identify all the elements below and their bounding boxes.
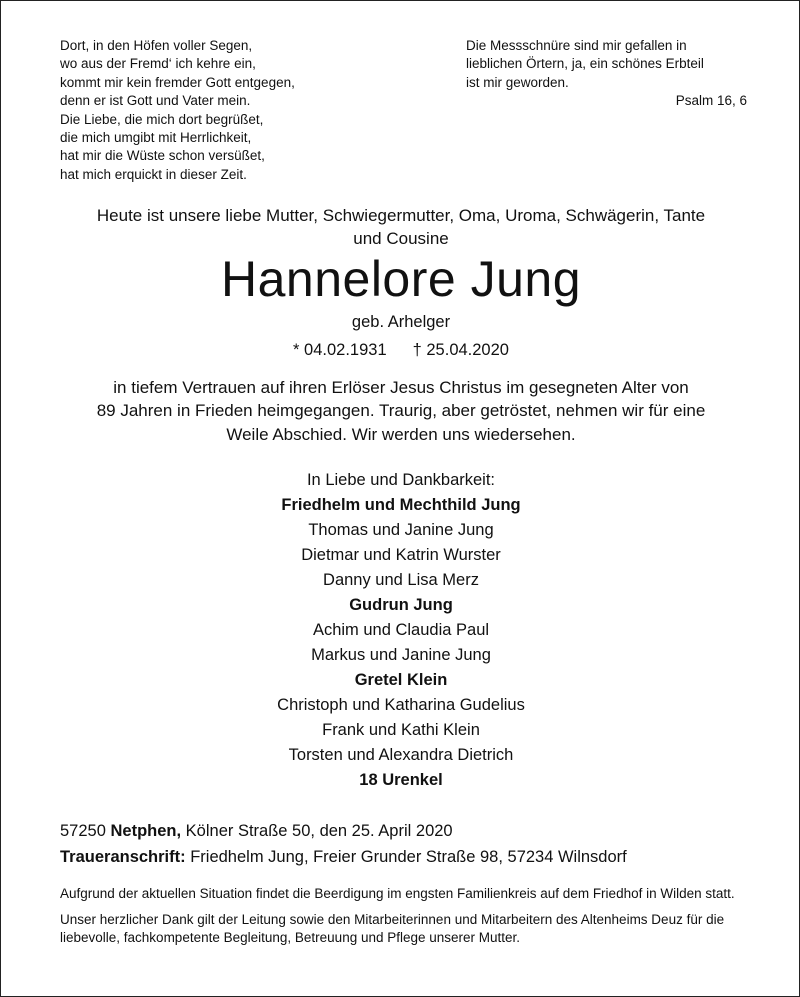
mourner-entry: Friedhelm und Mechthild Jung	[281, 496, 521, 514]
mourner-entry: Gretel Klein	[354, 671, 448, 689]
mourner-entry: Frank und Kathi Klein	[322, 721, 480, 739]
mourners-heading: In Liebe und Dankbarkeit:	[306, 471, 496, 489]
birth-date: * 04.02.1931	[293, 341, 387, 359]
message-text	[1, 376, 800, 446]
poem-line: kommt mir kein fremder Gott entgegen,	[60, 74, 295, 90]
mourning-address-label: Traueranschrift:	[60, 848, 186, 866]
poem-line: die mich umgibt mit Herrlichkeit,	[60, 130, 252, 146]
psalm-line: lieblichen Örtern, ja, ein schönes Erbteil	[466, 56, 704, 72]
residence-line	[60, 818, 627, 844]
mourner-entry: Markus und Janine Jung	[311, 646, 491, 664]
poem-line: Die Liebe, die mich dort begrüßet,	[60, 111, 264, 127]
mourner-entry: 18 Urenkel	[359, 771, 443, 789]
mourner-entries	[1, 493, 800, 793]
mourners-list	[1, 468, 800, 793]
mourner-entry: Christoph und Katharina Gudelius	[277, 696, 525, 714]
address-block	[60, 818, 627, 870]
thanks-note: Unser herzlicher Dank gilt der Leitung sowie den Mitarbeiterinnen und Mitarbeitern des Altenheims Deuz für die liebevolle, fachkompetente Begleitung, Betreuung und Pflege unserer Mutter.	[60, 912, 725, 945]
poem-line: hat mir die Wüste schon versüßet,	[60, 148, 265, 164]
residence-detail: Kölner Straße 50, den 25. April 2020	[185, 822, 453, 840]
postcode: 57250	[60, 822, 106, 840]
message-line: 89 Jahren in Frieden heimgegangen. Traurig, aber getröstet, nehmen wir für eine	[96, 401, 706, 421]
town: Netphen,	[110, 822, 182, 840]
mourner-entry: Danny und Lisa Merz	[323, 571, 479, 589]
mourner-entry: Gudrun Jung	[349, 596, 453, 614]
mourner-entry: Thomas und Janine Jung	[308, 521, 494, 539]
poem-line: hat mich erquickt in dieser Zeit.	[60, 166, 247, 182]
mourning-address: Friedhelm Jung, Freier Grunder Straße 98, 57234 Wilnsdorf	[190, 848, 627, 866]
notes	[60, 885, 750, 955]
funeral-note: Aufgrund der aktuellen Situation findet die Beerdigung im engsten Familienkreis auf dem Friedhof in Wilden statt.	[60, 886, 735, 901]
intro-text	[1, 204, 800, 250]
intro-line: Heute ist unsere liebe Mutter, Schwiegermutter, Oma, Uroma, Schwägerin, Tante	[96, 206, 706, 225]
birth-name: geb. Arhelger	[351, 313, 451, 331]
poem-line: Dort, in den Höfen voller Segen,	[60, 38, 253, 53]
message-line: in tiefem Vertrauen auf ihren Erlöser Jesus Christus im gesegneten Alter von	[113, 378, 689, 397]
mourning-address-line	[60, 844, 627, 870]
death-date: † 25.04.2020	[412, 341, 509, 359]
mourner-entry: Achim und Claudia Paul	[312, 621, 490, 639]
psalm-quote	[466, 37, 747, 111]
deceased-name: Hannelore Jung	[220, 251, 582, 307]
psalm-line: ist mir geworden.	[466, 74, 569, 90]
intro-line: und Cousine	[353, 229, 449, 248]
life-dates	[1, 340, 800, 360]
mourner-entry: Torsten und Alexandra Dietrich	[288, 746, 514, 764]
poem	[60, 37, 295, 184]
poem-line: wo aus der Fremd‘ ich kehre ein,	[60, 56, 256, 72]
poem-line: denn er ist Gott und Vater mein.	[60, 93, 251, 109]
psalm-line: Die Messschnüre sind mir gefallen in	[466, 38, 687, 53]
message-line: Weile Abschied. Wir werden uns wiedersehen.	[226, 424, 576, 444]
mourner-entry: Dietmar und Katrin Wurster	[301, 546, 501, 564]
psalm-reference: Psalm 16, 6	[675, 93, 747, 109]
